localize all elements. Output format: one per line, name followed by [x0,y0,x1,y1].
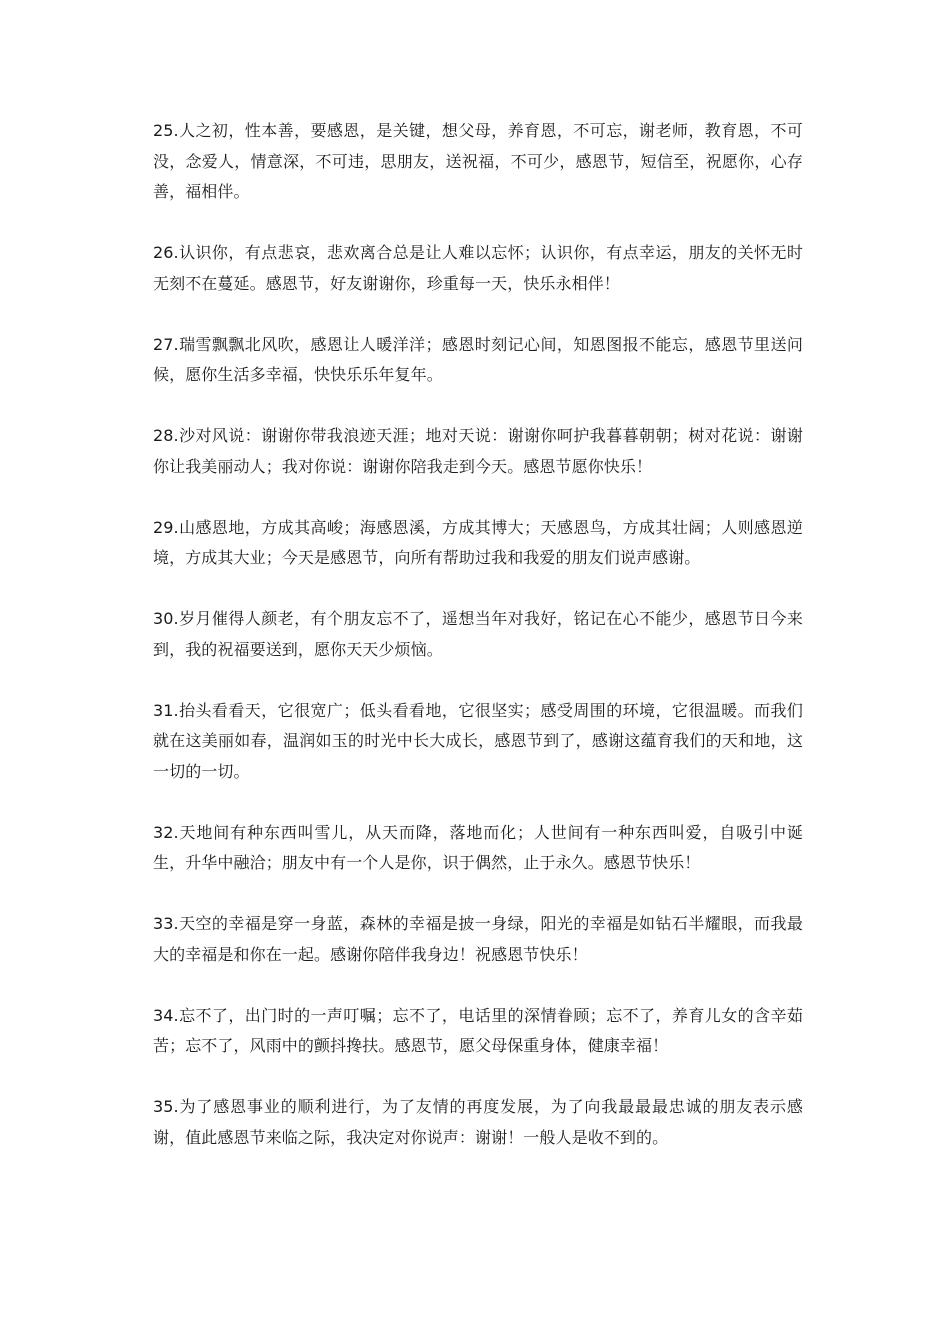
paragraph-35: 35.为了感恩事业的顺利进行，为了友情的再度发展，为了向我最最最忠诚的朋友表示感谢，值此感恩节来临之际，我决定对你说声：谢谢！一般人是收不到的。 [153,1097,803,1147]
paragraph-25: 25.人之初，性本善，要感恩，是关键，想父母，养育恩，不可忘，谢老师，教育恩，不可没，念爱人，情意深，不可违，思朋友，送祝福，不可少，感恩节，短信至，祝愿你，心存善，福相伴。 [153,121,803,201]
paragraph-30: 30.岁月催得人颜老，有个朋友忘不了，遥想当年对我好，铭记在心不能少，感恩节日今来到，我的祝福要送到，愿你天天少烦恼。 [153,609,803,659]
paragraph-32: 32.天地间有种东西叫雪儿，从天而降，落地而化；人世间有一种东西叫爱，自吸引中诞生，升华中融洽；朋友中有一个人是你，识于偶然，止于永久。感恩节快乐！ [153,822,803,872]
paragraph-34: 34.忘不了，出门时的一声叮嘱；忘不了，电话里的深情眷顾；忘不了，养育儿女的含辛茹苦；忘不了，风雨中的颤抖搀扶。感恩节，愿父母保重身体，健康幸福！ [153,1005,803,1055]
paragraph-29: 29.山感恩地，方成其高峻；海感恩溪，方成其博大；天感恩鸟，方成其壮阔；人则感恩逆境，方成其大业；今天是感恩节，向所有帮助过我和我爱的朋友们说声感谢。 [153,517,803,567]
document-page [153,116,803,1184]
paragraph-28: 28.沙对风说：谢谢你带我浪迹天涯；地对天说：谢谢你呵护我暮暮朝朝；树对花说：谢谢你让我美丽动人；我对你说：谢谢你陪我走到今天。感恩节愿你快乐！ [153,426,803,476]
paragraph-27: 27.瑞雪飘飘北风吹，感恩让人暖洋洋；感恩时刻记心间，知恩图报不能忘，感恩节里送问候，愿你生活多幸福，快快乐乐年复年。 [153,334,803,384]
paragraph-26: 26.认识你，有点悲哀，悲欢离合总是让人难以忘怀；认识你，有点幸运，朋友的关怀无时无刻不在蔓延。感恩节，好友谢谢你，珍重每一天，快乐永相伴！ [153,243,803,293]
paragraph-31: 31.抬头看看天，它很宽广；低头看看地，它很坚实；感受周围的环境，它很温暖。而我们就在这美丽如春，温润如玉的时光中长大成长，感恩节到了，感谢这蕴育我们的天和地，这一切的一切。 [153,700,803,781]
paragraph-33: 33.天空的幸福是穿一身蓝，森林的幸福是披一身绿，阳光的幸福是如钻石半耀眼，而我最大的幸福是和你在一起。感谢你陪伴我身边！祝感恩节快乐！ [153,914,803,964]
